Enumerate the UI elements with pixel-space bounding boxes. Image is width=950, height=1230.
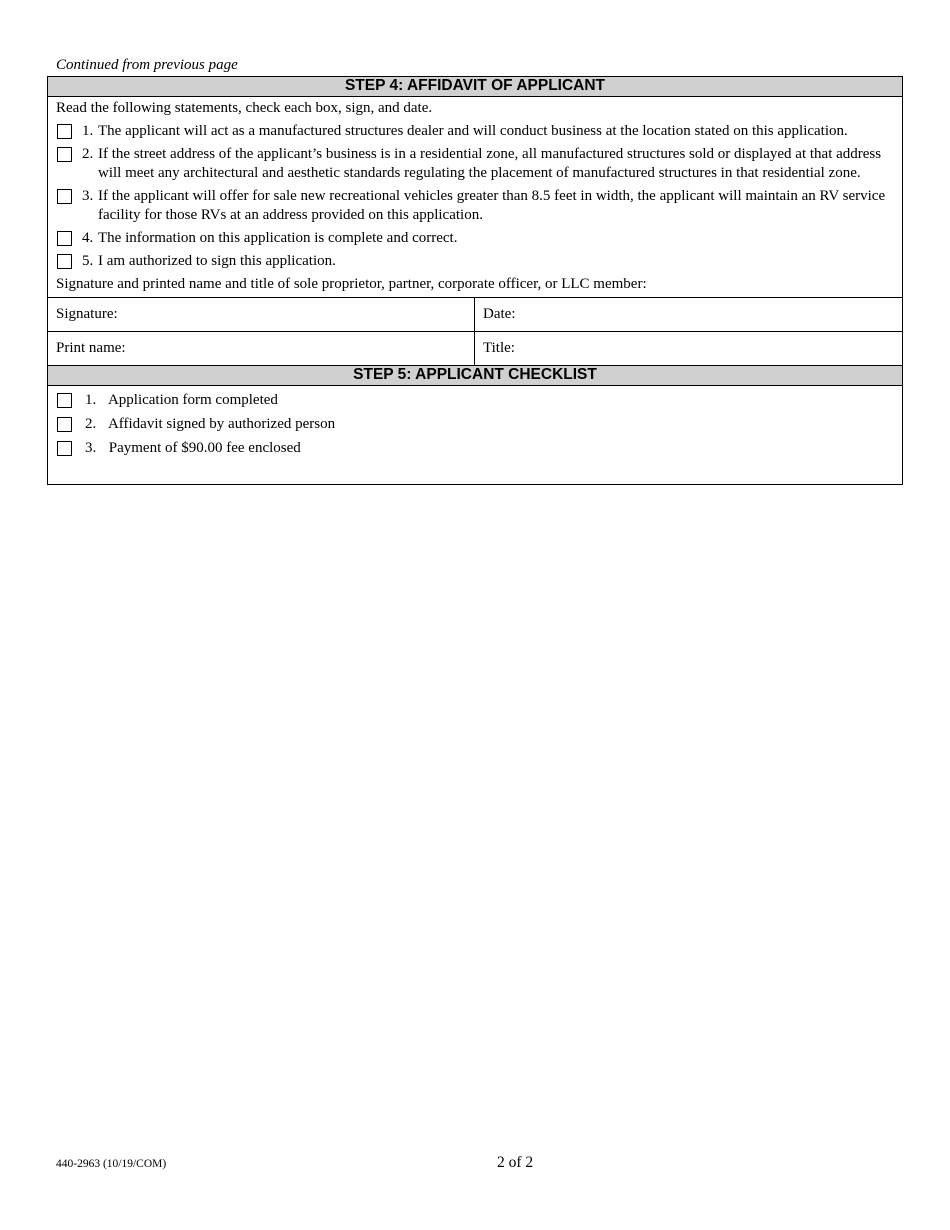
title-label: Title:	[483, 340, 515, 356]
step4-header: STEP 4: AFFIDAVIT OF APPLICANT	[48, 77, 902, 97]
statement-number: 5.	[82, 253, 94, 269]
signature-instruction: Signature and printed name and title of sole proprietor, partner, corporate officer, or LLC member:	[56, 276, 647, 292]
page-number: 2 of 2	[497, 1154, 534, 1171]
checklist-item-1	[48, 391, 902, 410]
statement-text: The applicant will act as a manufactured structures dealer and will conduct business at the location stated on this application.	[98, 123, 848, 139]
title-field[interactable]	[475, 332, 902, 365]
print-name-label: Print name:	[56, 340, 126, 356]
statement-2-checkbox[interactable]	[57, 147, 72, 162]
statement-3-checkbox[interactable]	[57, 189, 72, 204]
statement-number: 2.	[82, 146, 94, 162]
statement-number: 1.	[82, 123, 94, 139]
applicant-checklist	[48, 391, 902, 484]
checklist-item-2-checkbox[interactable]	[57, 417, 72, 432]
checklist-item-1-checkbox[interactable]	[57, 393, 72, 408]
statement-5-checkbox[interactable]	[57, 254, 72, 269]
statement-4-checkbox[interactable]	[57, 231, 72, 246]
checklist-item-3	[48, 439, 902, 458]
checklist-text: Application form completed	[107, 392, 278, 408]
statement-text: The information on this application is complete and correct.	[98, 230, 458, 246]
statement-5	[48, 252, 902, 271]
statement-2	[48, 145, 902, 183]
checklist-text: Payment of $90.00 fee enclosed	[108, 440, 301, 456]
step4-intro: Read the following statements, check each box, sign, and date.	[56, 100, 433, 116]
checklist-number: 2.	[85, 416, 97, 432]
statement-3	[48, 187, 902, 225]
statement-1-checkbox[interactable]	[57, 124, 72, 139]
statement-number: 4.	[82, 230, 94, 246]
statement-number: 3.	[82, 188, 94, 204]
checklist-text: Affidavit signed by authorized person	[107, 416, 336, 432]
statement-1	[48, 122, 902, 141]
signature-row	[48, 297, 902, 331]
print-name-field[interactable]	[48, 332, 475, 365]
signature-field[interactable]	[48, 298, 475, 331]
date-label: Date:	[483, 306, 516, 322]
signature-label: Signature:	[56, 306, 118, 322]
checklist-number: 1.	[85, 392, 97, 408]
step5-header: STEP 5: APPLICANT CHECKLIST	[48, 365, 902, 386]
statement-text: If the applicant will offer for sale new recreational vehicles greater than 8.5 feet in width, the applicant will maintain an RV service facility for those RVs at an address provided on this application.	[98, 188, 886, 223]
name-row	[48, 331, 902, 365]
form-number: 440-2963 (10/19/COM)	[56, 1158, 167, 1170]
statement-4	[48, 229, 902, 248]
statement-text: I am authorized to sign this application.	[98, 253, 336, 269]
affidavit-form	[47, 76, 903, 485]
date-field[interactable]	[475, 298, 902, 331]
checklist-item-2	[48, 415, 902, 434]
checklist-item-3-checkbox[interactable]	[57, 441, 72, 456]
continued-note: Continued from previous page	[56, 57, 238, 73]
statement-text: If the street address of the applicant’s business is in a residential zone, all manufactured structures sold or displayed at that address will meet any architectural and aesthetic standards regulating the placement of manufactured structures in that residential zone.	[98, 146, 882, 181]
checklist-number: 3.	[85, 440, 97, 456]
